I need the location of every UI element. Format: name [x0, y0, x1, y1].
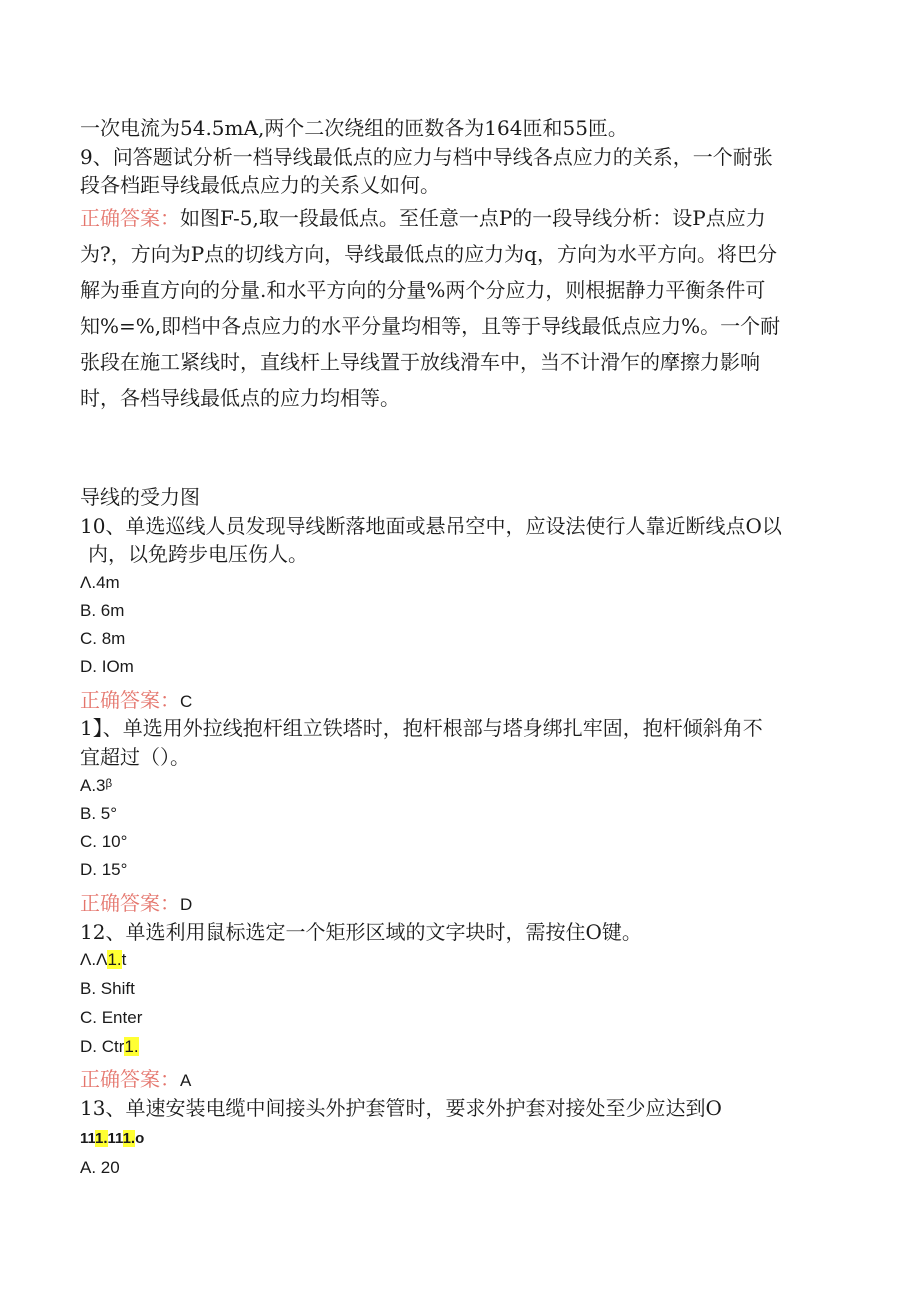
q11-answer	[80, 889, 192, 919]
q13-garble-highlight2: 1.	[122, 1130, 136, 1147]
previous-answer-tail: 一次电流为54.5mA,两个二次绕组的匝数各为164匝和55匝。	[80, 116, 628, 140]
q10-answer	[80, 686, 192, 716]
q12-option-a	[80, 948, 126, 972]
q12-option-d-highlight: 1.	[124, 1037, 139, 1056]
q13-garble-part3: o	[135, 1130, 145, 1147]
q10-stem-line1: 10、单选巡线人员发现导线断落地面或悬吊空中，应设法使行人靠近断线点O以	[80, 514, 782, 538]
q12-option-a-prefix: Λ.Λ	[80, 950, 108, 969]
q9-answer-line2: 为?，方向为P点的切线方向，导线最低点的应力为q，方向为水平方向。将巴分	[80, 242, 777, 266]
q13-garble-highlight1: 1.	[95, 1130, 108, 1147]
q13-garble-part2: 11	[107, 1130, 123, 1147]
q12-answer-label: 正确答案：	[80, 1067, 180, 1091]
q9-answer-line6: 时，各档导线最低点的应力均相等。	[80, 386, 400, 410]
q12-option-a-highlight: 1.	[107, 950, 122, 969]
q10-option-c: C. 8m	[80, 629, 126, 648]
q10-option-d: D. IOm	[80, 657, 134, 676]
q10-stem-line2: 内，以免跨步电压伤人。	[88, 542, 308, 566]
q11-option-a: A.3ᵝ	[80, 776, 113, 795]
q12-option-a-suffix: t	[121, 950, 127, 969]
q9-answer-line5: 张段在施工紧线时，直线杆上导线置于放线滑车中，当不计滑乍的摩擦力影响	[80, 350, 760, 374]
q10-answer-label: 正确答案：	[80, 688, 180, 712]
q9-answer-text1: 如图F-5,取一段最低点。至任意一点P的一段导线分析：设P点应力	[180, 206, 766, 230]
q12-answer	[80, 1065, 191, 1095]
q13-stem: 13、单速安装电缆中间接头外护套管时，要求外护套对接处至少应达到O	[80, 1096, 722, 1120]
q13-option-a: A. 20	[80, 1158, 120, 1177]
q10-answer-value: C	[180, 692, 193, 711]
q9-answer-line3: 解为垂直方向的分量.和水平方向的分量%两个分应力，则根据静力平衡条件可	[80, 278, 766, 302]
q11-option-c: C. 10°	[80, 832, 128, 851]
q13-garbled-line	[80, 1127, 144, 1151]
q12-stem: 12、单选利用鼠标选定一个矩形区域的文字块时，需按住O键。	[80, 920, 642, 944]
q11-stem-line1: 1】、单选用外拉线抱杆组立铁塔时，抱杆根部与塔身绑扎牢固，抱杆倾斜角不	[80, 716, 763, 740]
q9-stem-line1: 9、问答题试分析一档导线最低点的应力与档中导线各点应力的关系，一个耐张	[80, 145, 773, 169]
q9-stem-line2: 段各档距导线最低点应力的关系乂如何。	[80, 173, 440, 197]
q9-answer-line1	[80, 200, 766, 236]
q12-option-d-prefix: D. Ctr	[80, 1037, 125, 1056]
q10-option-b: B. 6m	[80, 601, 125, 620]
q11-answer-value: D	[180, 895, 193, 914]
q9-answer-line4: 知%=%,即档中各点应力的水平分量均相等，且等于导线最低点应力%。一个耐	[80, 314, 781, 338]
q11-option-d: D. 15°	[80, 860, 128, 879]
q12-option-d	[80, 1035, 139, 1059]
q10-option-a: Λ.4m	[80, 573, 120, 592]
figure-caption: 导线的受力图	[80, 485, 200, 509]
q9-answer-label: 正确答案：	[80, 206, 180, 230]
q11-stem-line2: 宜超过（）。	[80, 745, 190, 769]
q11-option-b: B. 5°	[80, 804, 118, 823]
q12-option-b: B. Shift	[80, 979, 135, 998]
q12-answer-value: A	[180, 1071, 192, 1090]
q13-garble-part1: 11	[80, 1130, 96, 1147]
q12-option-c: C. Enter	[80, 1008, 143, 1027]
q11-answer-label: 正确答案：	[80, 891, 180, 915]
